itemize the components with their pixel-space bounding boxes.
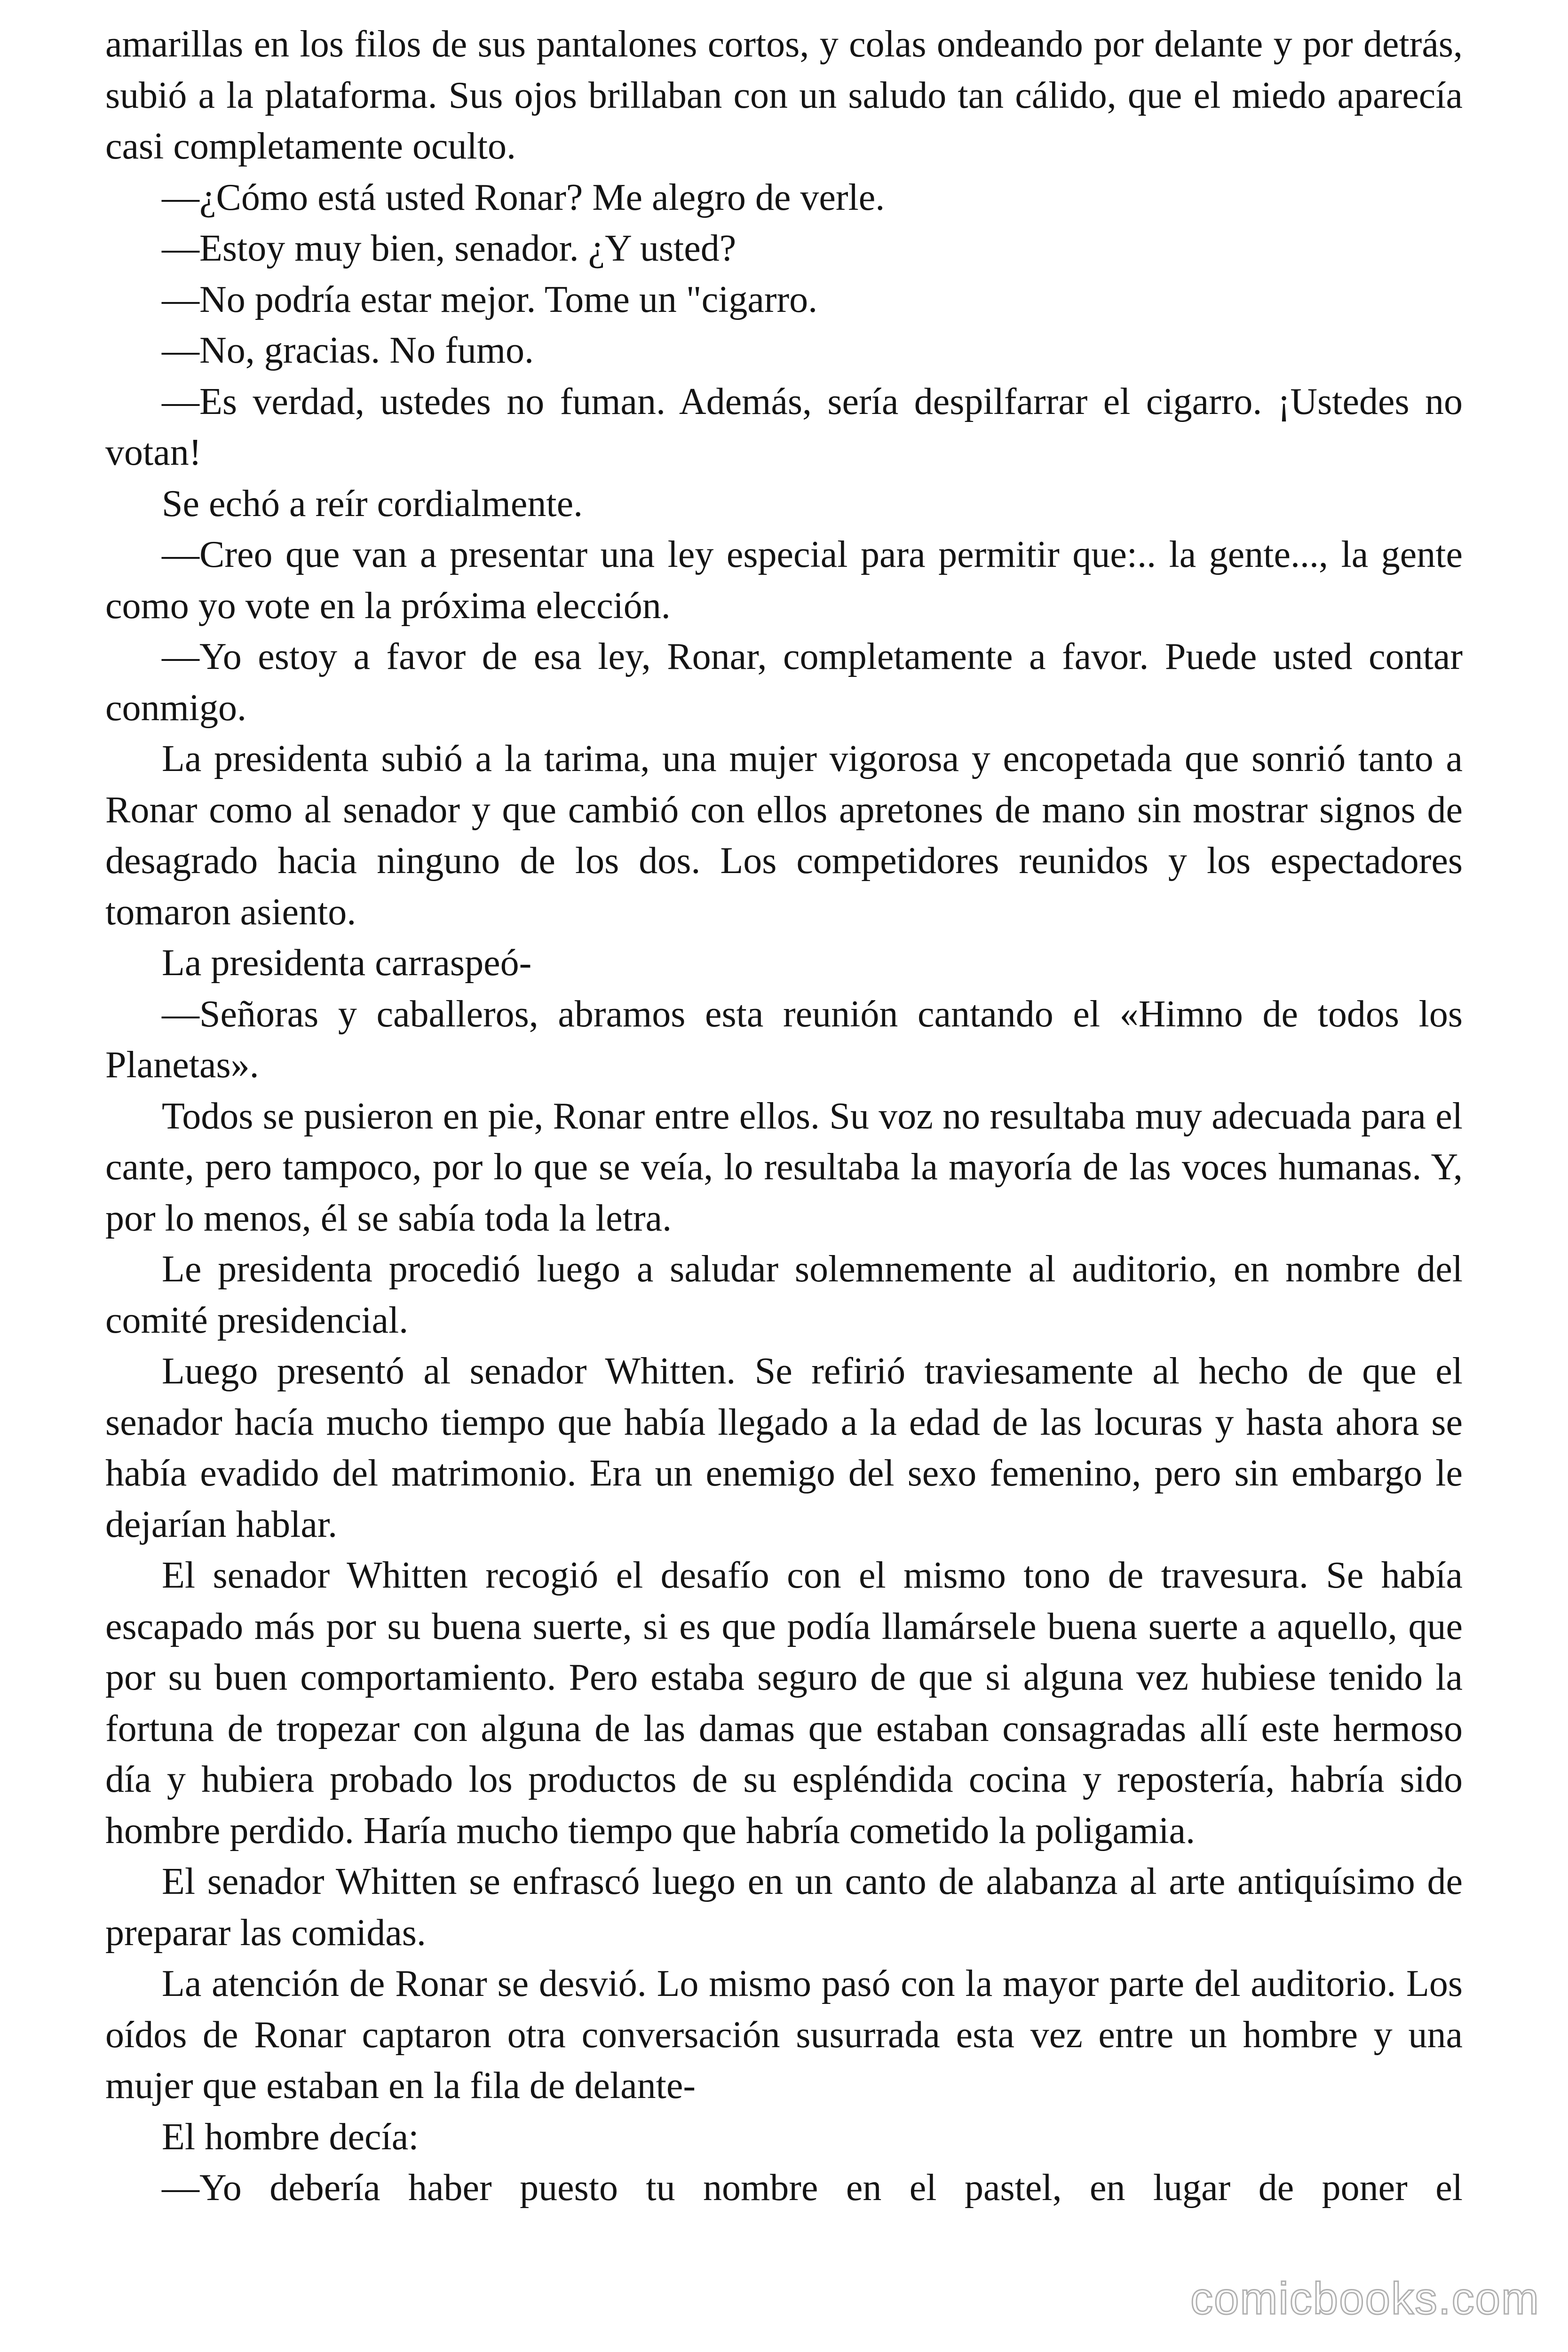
paragraph: Se echó a reír cordialmente. xyxy=(162,483,583,524)
paragraph: El senador Whitten recogió el desafío con el mismo tono de travesura. Se había escapado más por su buena suerte, si es que podía llamársele buena suerte a aquello, que por su buen comportamiento. Pero estaba seguro de que si alguna vez hubiese tenido la fortuna de tropezar con alguna de las damas que estaban consagradas allí este hermoso día y hubiera probado los productos de su espléndida cocina y repostería, habría sido hombre perdido. Haría mucho tiempo que habría cometido la poligamia. xyxy=(105,1555,1463,1851)
paragraph: —¿Cómo está usted Ronar? Me alegro de verle. xyxy=(162,176,885,218)
paragraph: La atención de Ronar se desvió. Lo mismo pasó con la mayor parte del auditorio. Los oídos de Ronar captaron otra conversación susurrada esta vez entre un hombre y una mujer que estaban en la fila de delante- xyxy=(105,1963,1463,2106)
paragraph: —Estoy muy bien, senador. ¿Y usted? xyxy=(162,228,736,269)
paragraph: —Yo debería haber puesto tu nombre en el pastel, en lugar de poner el xyxy=(162,2167,1463,2209)
watermark-logo: comicbooks.com xyxy=(1190,2273,1540,2324)
paragraph: —Creo que van a presentar una ley especial para permitir que:.. la gente..., la gente como yo vote en la próxima elección. xyxy=(105,534,1463,627)
paragraph: La presidenta subió a la tarima, una mujer vigorosa y encopetada que sonrió tanto a Ronar como al senador y que cambió con ellos apretones de mano sin mostrar signos de desagrado hacia ninguno de los dos. Los competidores reunidos y los espectadores tomaron asiento. xyxy=(105,738,1463,933)
paragraph: —No, gracias. No fumo. xyxy=(162,330,534,371)
paragraph: Le presidenta procedió luego a saludar solemnemente al auditorio, en nombre del comité presidencial. xyxy=(105,1248,1463,1341)
page-text-body xyxy=(105,19,1463,2214)
paragraph: —No podría estar mejor. Tome un "cigarro. xyxy=(162,278,818,320)
paragraph: Todos se pusieron en pie, Ronar entre ellos. Su voz no resultaba muy adecuada para el cante, pero tampoco, por lo que se veía, lo resultaba la mayoría de las voces humanas. Y, por lo menos, él se sabía toda la letra. xyxy=(105,1095,1463,1239)
paragraph: —Es verdad, ustedes no fuman. Además, sería despilfarrar el cigarro. ¡Ustedes no votan! xyxy=(105,381,1463,473)
paragraph: amarillas en los filos de sus pantalones cortos, y colas ondeando por delante y por detrás, subió a la plataforma. Sus ojos brillaban con un saludo tan cálido, que el miedo aparecía casi completamente oculto. xyxy=(105,24,1463,167)
paragraph: —Yo estoy a favor de esa ley, Ronar, completamente a favor. Puede usted contar conmigo. xyxy=(105,636,1463,729)
paragraph: El senador Whitten se enfrascó luego en un canto de alabanza al arte antiquísimo de preparar las comidas. xyxy=(105,1861,1463,1954)
paragraph: El hombre decía: xyxy=(162,2116,419,2158)
paragraph: La presidenta carraspeó- xyxy=(162,942,532,984)
paragraph: —Señoras y caballeros, abramos esta reunión cantando el «Himno de todos los Planetas». xyxy=(105,993,1463,1086)
paragraph: Luego presentó al senador Whitten. Se refirió traviesamente al hecho de que el senador hacía mucho tiempo que había llegado a la edad de las locuras y hasta ahora se había evadido del matrimonio. Era un enemigo del sexo femenino, pero sin embargo le dejarían hablar. xyxy=(105,1351,1463,1545)
